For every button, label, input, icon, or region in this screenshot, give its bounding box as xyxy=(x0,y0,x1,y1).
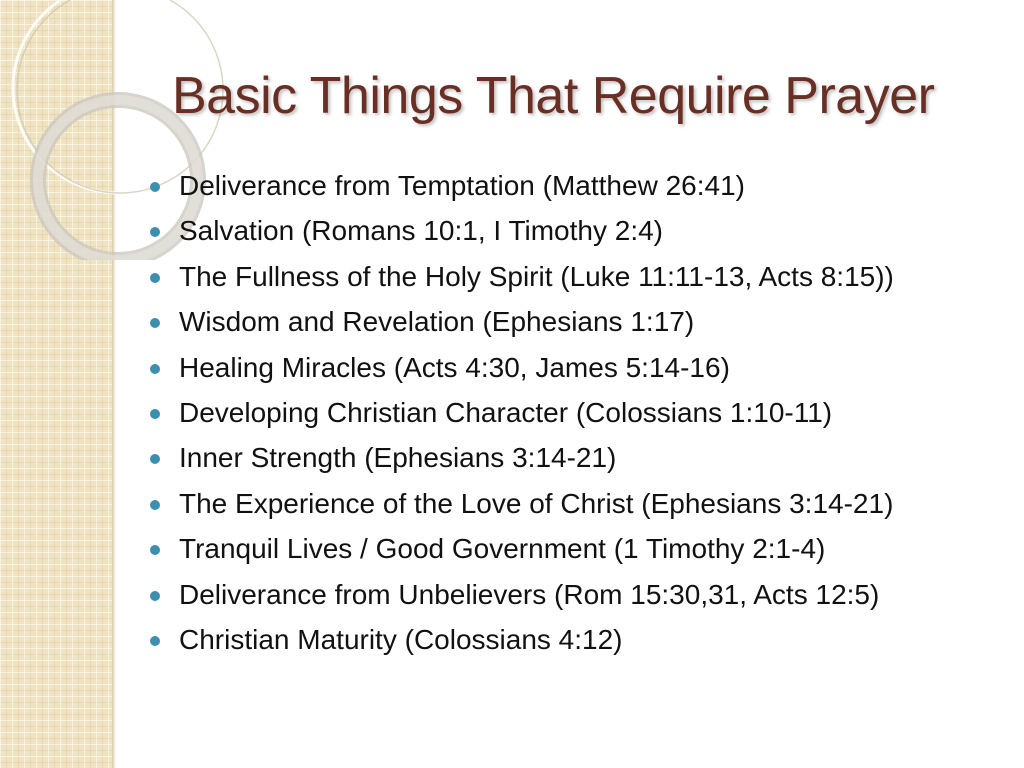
list-item-text: Deliverance from Temptation (Matthew 26:41) xyxy=(179,170,745,201)
list-item xyxy=(150,438,1010,483)
bullet-dot-icon xyxy=(150,227,160,237)
list-item xyxy=(150,302,1010,347)
slide-title: Basic Things That Require Prayer xyxy=(172,67,935,125)
bullet-dot-icon xyxy=(150,454,160,464)
list-item-text: Salvation (Romans 10:1, I Timothy 2:4) xyxy=(179,215,663,247)
bullet-dot-icon xyxy=(150,409,160,419)
list-item xyxy=(150,393,1010,438)
bullet-dot-icon xyxy=(150,318,160,328)
list-item xyxy=(150,484,1010,529)
list-item-text: The Experience of the Love of Christ (Ephesians 3:14-21) xyxy=(179,487,894,519)
list-item xyxy=(150,348,1010,393)
list-item-text: Developing Christian Character (Colossians 1:10-11) xyxy=(179,396,833,428)
list-item xyxy=(150,257,1010,302)
bullet-list xyxy=(150,166,1010,665)
list-item-text: Healing Miracles (Acts 4:30, James 5:14-16) xyxy=(179,351,730,383)
list-item-text: Inner Strength (Ephesians 3:14-21) xyxy=(179,442,617,474)
list-item xyxy=(150,620,1010,665)
bullet-dot-icon xyxy=(150,591,160,601)
bullet-dot-icon xyxy=(150,364,160,374)
list-item xyxy=(150,529,1010,574)
list-item-text: The Fullness of the Holy Spirit (Luke 11:11-13, Acts 8:15)) xyxy=(179,260,894,292)
list-item xyxy=(150,575,1010,620)
list-item-text: Wisdom and Revelation (Ephesians 1:17) xyxy=(179,306,695,338)
bullet-dot-icon xyxy=(150,636,160,646)
list-item-text: Tranquil Lives / Good Government (1 Timothy 2:1-4) xyxy=(179,533,826,565)
list-item-text: Deliverance from Unbelievers (Rom 15:30,31, Acts 12:5) xyxy=(179,578,880,610)
list-item xyxy=(150,166,1010,211)
bullet-dot-icon xyxy=(150,273,160,283)
bullet-dot-icon xyxy=(150,182,160,192)
list-item-text: Christian Maturity (Colossians 4:12) xyxy=(179,623,623,655)
bullet-dot-icon xyxy=(150,500,160,510)
bullet-dot-icon xyxy=(150,545,160,555)
list-item xyxy=(150,211,1010,256)
